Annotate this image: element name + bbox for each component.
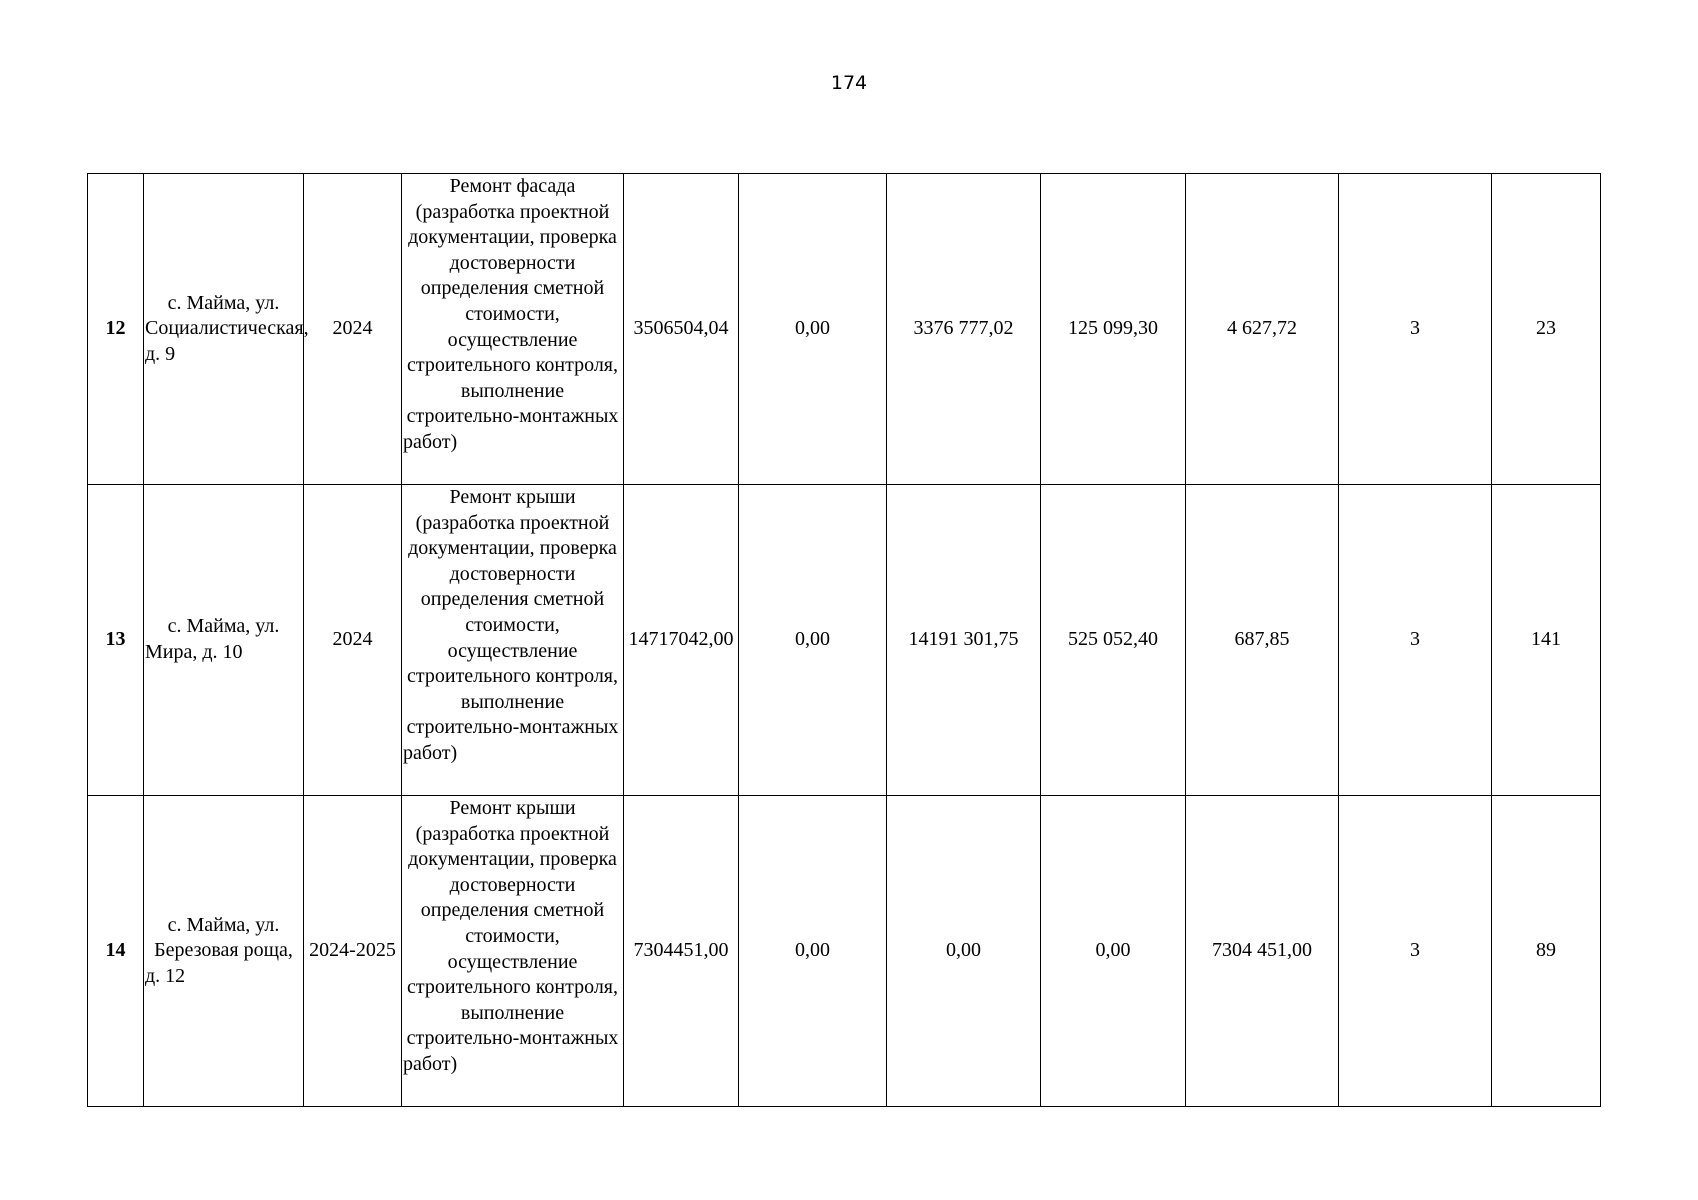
year-cell: 2024 [304,174,402,485]
count-cell: 3 [1339,174,1492,485]
amount-cell-3: 0,00 [1041,796,1186,1107]
units-cell: 141 [1492,485,1601,796]
page-number: 174 [830,72,868,94]
amount-cell-2: 14191 301,75 [887,485,1041,796]
amount-cell-1: 0,00 [739,174,887,485]
row-number: 12 [88,174,144,485]
count-cell: 3 [1339,485,1492,796]
count-cell: 3 [1339,796,1492,1107]
year-cell: 2024-2025 [304,796,402,1107]
table-row [88,174,1601,485]
total-cost-cell: 3506504,04 [624,174,739,485]
work-type-cell: Ремонт крыши (разработка проектной документации, проверка достоверности определения сметной стоимости, осуществление строительного контроля, выполнение строительно-монтажных работ) [402,796,624,1107]
address-cell: с. Майма, ул. Березовая роща, д. 12 [144,796,304,1107]
year-cell: 2024 [304,485,402,796]
amount-cell-3: 125 099,30 [1041,174,1186,485]
amount-cell-4: 4 627,72 [1186,174,1339,485]
table-row [88,796,1601,1107]
work-type-cell: Ремонт крыши (разработка проектной документации, проверка достоверности определения сметной стоимости, осуществление строительного контроля, выполнение строительно-монтажных работ) [402,485,624,796]
amount-cell-1: 0,00 [739,485,887,796]
units-cell: 89 [1492,796,1601,1107]
works-table [87,173,1601,1107]
row-number: 14 [88,796,144,1107]
address-cell: с. Майма, ул. Мира, д. 10 [144,485,304,796]
units-cell: 23 [1492,174,1601,485]
total-cost-cell: 14717042,00 [624,485,739,796]
amount-cell-3: 525 052,40 [1041,485,1186,796]
amount-cell-4: 7304 451,00 [1186,796,1339,1107]
table-row [88,485,1601,796]
total-cost-cell: 7304451,00 [624,796,739,1107]
work-type-cell: Ремонт фасада (разработка проектной документации, проверка достоверности определения сметной стоимости, осуществление строительного контроля, выполнение строительно-монтажных работ) [402,174,624,485]
amount-cell-1: 0,00 [739,796,887,1107]
amount-cell-2: 0,00 [887,796,1041,1107]
row-number: 13 [88,485,144,796]
amount-cell-4: 687,85 [1186,485,1339,796]
address-cell: с. Майма, ул. Социалистическая, д. 9 [144,174,304,485]
amount-cell-2: 3376 777,02 [887,174,1041,485]
